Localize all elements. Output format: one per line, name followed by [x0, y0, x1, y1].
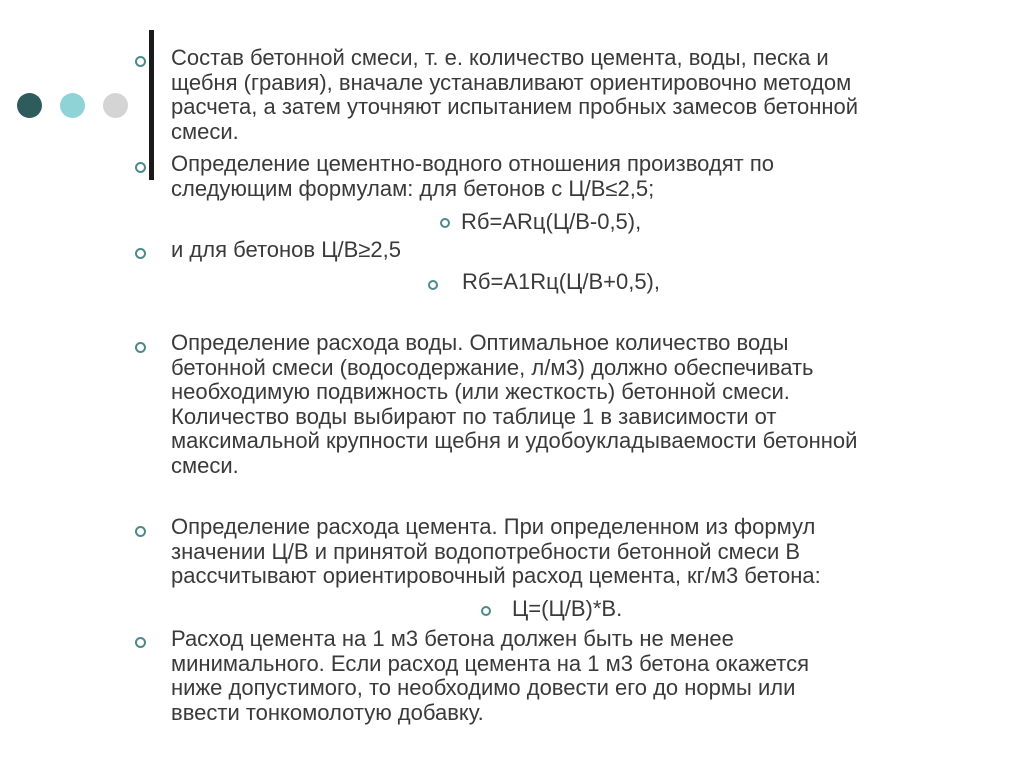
- text-line: щебня (гравия), вначале устанавливают ориентировочно методом: [171, 69, 852, 95]
- paragraph-for-concretes: и для бетонов Ц/В≥2,5: [171, 237, 401, 262]
- paragraph-concrete-mix: [171, 46, 858, 144]
- bullet-icon: [481, 606, 491, 616]
- bullet-icon: [135, 526, 146, 537]
- bullet-icon: [135, 56, 146, 67]
- decorative-dot-gray: [103, 93, 128, 118]
- text-line: Состав бетонной смеси, т. е. количество цемента, воды, песка и: [171, 45, 829, 70]
- formula-3: Ц=(Ц/В)*В.: [512, 596, 623, 621]
- decorative-vertical-line: [149, 30, 154, 180]
- text-line: рассчитывают ориентировочный расход цемента, кг/м3 бетона:: [171, 563, 821, 588]
- text-line: Количество воды выбирают по таблице 1 в зависимости от: [171, 403, 777, 429]
- text-line: следующим формулам: для бетонов с Ц/В≤2,5;: [171, 175, 655, 201]
- text-line: Определение цементно-водного отношения производят по: [171, 151, 775, 176]
- text-line: необходимую подвижность (или жесткость) бетонной смеси.: [171, 379, 790, 404]
- paragraph-water-consumption: [171, 331, 857, 478]
- formula-1: Rб=ARц(Ц/В-0,5),: [461, 209, 642, 234]
- text-line: смеси.: [171, 118, 239, 144]
- decorative-dot-dark: [17, 93, 42, 118]
- text-line: Расход цемента на 1 м3 бетона должен быть не менее: [171, 626, 734, 651]
- formula-2: Rб=A1Rц(Ц/В+0,5),: [462, 269, 660, 294]
- text-line: бетонной смеси (водосодержание, л/м3) должно обеспечивать: [171, 354, 814, 380]
- text-line: Определение расхода цемента. При определенном из формул: [171, 514, 816, 539]
- paragraph-minimum-cement: [171, 627, 809, 725]
- text-line: расчета, а затем уточняют испытанием пробных замесов бетонной: [171, 94, 859, 119]
- bullet-icon: [428, 280, 438, 290]
- text-line: значении Ц/В и принятой водопотребности бетонной смеси В: [171, 538, 801, 564]
- decorative-dot-light-teal: [60, 93, 85, 118]
- text-line: минимального. Если расход цемента на 1 м3 бетона окажется: [171, 650, 810, 676]
- text-line: смеси.: [171, 452, 239, 478]
- bullet-icon: [440, 218, 450, 228]
- bullet-icon: [135, 637, 146, 648]
- bullet-icon: [135, 162, 146, 173]
- paragraph-cement-water-ratio: [171, 152, 774, 201]
- bullet-icon: [135, 248, 146, 259]
- paragraph-cement-consumption: [171, 515, 821, 589]
- text-line: максимальной крупности щебня и удобоукладываемости бетонной: [171, 428, 858, 453]
- text-line: Определение расхода воды. Оптимальное количество воды: [171, 330, 789, 355]
- bullet-icon: [135, 342, 146, 353]
- text-line: ниже допустимого, то необходимо довести его до нормы или: [171, 675, 796, 700]
- text-line: ввести тонкомолотую добавку.: [171, 699, 484, 725]
